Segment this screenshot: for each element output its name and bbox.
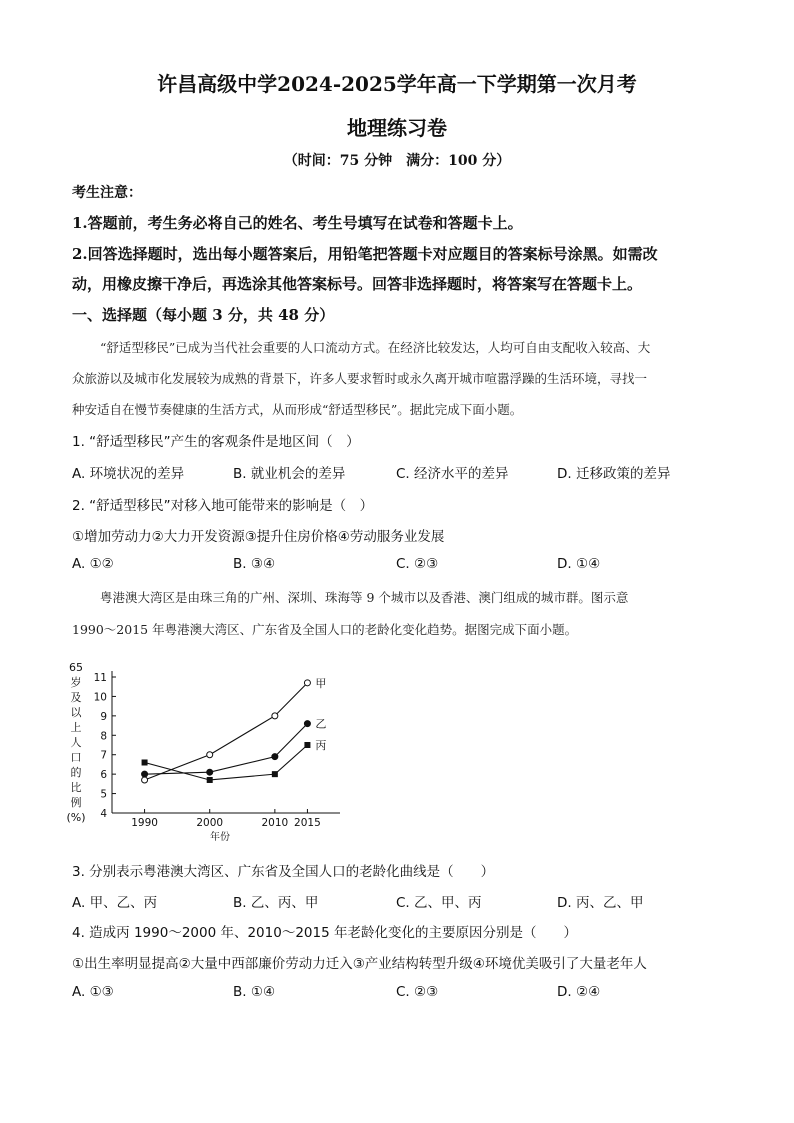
chart-markers [142,680,311,783]
data-point-square [304,742,310,748]
q2-option-b: B. ③④ [233,556,276,572]
y-axis-label-char: 及 [70,691,82,704]
y-tick-label: 9 [100,710,107,723]
y-tick-label: 5 [100,788,107,801]
exam-subtitle: 地理练习卷 [347,116,447,140]
q4-stem: 4. 造成丙 1990～2000 年、2010～2015 年老龄化变化的主要原因分别是（ ） [72,925,577,941]
data-point-square [142,759,148,765]
passage2-line-1: 粤港澳大湾区是由珠三角的广州、深圳、珠海等 9 个城市以及香港、澳门组成的城市群。图示意 [100,590,629,605]
section-heading: 一、选择题（每小题 3 分，共 48 分） [72,306,335,324]
data-point-circle [142,777,148,783]
passage1-line-1: “舒适型移民”已成为当代社会重要的人口流动方式。在经济比较发达，人均可自由支配收入较高、大 [100,340,651,355]
data-point-circle [272,754,278,760]
y-axis-label-char: 例 [70,796,82,809]
y-tick-label: 6 [100,769,107,782]
q1-option-d: D. 迁移政策的差异 [557,466,671,482]
q3-option-d: D. 丙、乙、甲 [557,895,644,911]
q4-option-d: D. ②④ [557,984,601,1000]
notice-item-1: 1.答题前，考生务必将自己的姓名、考生号填写在试卷和答题卡上。 [72,214,523,232]
y-axis-label-char: 岁 [70,676,82,689]
data-point-square [272,771,278,777]
y-axis-label-char: 以 [70,706,82,719]
y-axis-label-char: (%) [66,811,86,824]
y-axis-label-char: 比 [70,781,82,794]
exam-title: 许昌高级中学2024-2025学年高一下学期第一次月考 [157,72,637,96]
q4-option-a: A. ①③ [72,984,114,1000]
data-point-circle [272,713,278,719]
x-tick-label: 1990 [131,817,158,829]
q2-option-a: A. ①② [72,556,114,572]
series-name-label: 乙 [315,717,327,731]
q1-option-a: A. 环境状况的差异 [72,466,185,482]
data-point-circle [142,771,148,777]
q3-stem: 3. 分别表示粤港澳大湾区、广东省及全国人口的老龄化曲线是（ ） [72,864,495,880]
y-axis-label-char: 上 [70,721,82,734]
chart-lines [145,683,308,780]
q4-option-c: C. ②③ [396,984,439,1000]
series-line-1 [145,683,308,780]
y-axis-label-char: 人 [70,736,82,749]
time-info: （时间：75 分钟 满分：100 分） [283,153,511,169]
q2-option-c: C. ②③ [396,556,439,572]
y-axis-label-char: 的 [70,766,82,779]
x-axis-label: 年份 [210,832,230,843]
series-name-label: 甲 [315,676,327,690]
y-axis-label-char: 口 [70,751,82,764]
q2-option-d: D. ①④ [557,556,601,572]
notice-item-2-line-1: 2.回答选择题时，选出每小题答案后，用铅笔把答题卡对应题目的答案标号涂黑。如需改 [72,245,658,263]
q1-stem: 1. “舒适型移民”产生的客观条件是地区间（ ） [72,434,360,450]
series-name-label: 丙 [315,739,327,752]
y-tick-label: 8 [100,730,107,743]
y-tick-label: 4 [100,808,107,820]
passage1-line-2: 众旅游以及城市化发展较为成熟的背景下，许多人要求暂时或永久离开城市喧嚣浮躁的生活环境，寻找一 [72,371,648,386]
notice-heading: 考生注意： [72,185,142,201]
q4-items: ①出生率明显提高②大量中西部廉价劳动力迁入③产业结构转型升级④环境优美吸引了大量老年人 [72,956,647,972]
passage1-line-3: 种安适自在慢节奏健康的生活方式，从而形成“舒适型移民”。据此完成下面小题。 [72,402,523,417]
q1-option-c: C. 经济水平的差异 [396,466,509,482]
y-tick-label: 7 [100,749,107,762]
q3-option-c: C. 乙、甲、丙 [396,895,482,911]
q2-stem: 2. “舒适型移民”对移入地可能带来的影响是（ ） [72,498,374,514]
chart-series-names [315,677,326,752]
y-axis-label-char: 65 [69,661,83,674]
notice-item-2-line-2: 动，用橡皮擦干净后，再选涂其他答案标号。回答非选择题时，将答案写在答题卡上。 [72,275,643,293]
y-axis-label [66,661,85,824]
y-tick-label: 11 [93,672,107,684]
x-tick-label: 2010 [261,817,289,829]
y-tick-label: 10 [93,691,107,704]
chart-ticks [94,672,321,829]
aging-line-chart [60,655,360,845]
q3-option-b: B. 乙、丙、甲 [233,895,319,911]
x-tick-label: 2015 [294,817,321,829]
data-point-square [207,777,213,783]
data-point-circle [207,752,213,758]
q2-items: ①增加劳动力②大力开发资源③提升住房价格④劳动服务业发展 [72,529,445,545]
data-point-circle [304,721,310,727]
data-point-circle [207,769,213,775]
passage2-line-2: 1990～2015 年粤港澳大湾区、广东省及全国人口的老龄化变化趋势。据图完成下面小题。 [72,622,578,637]
x-tick-label: 2000 [196,817,224,829]
q1-option-b: B. 就业机会的差异 [233,466,346,482]
series-line-3 [145,745,308,780]
q3-option-a: A. 甲、乙、丙 [72,895,158,911]
q4-option-b: B. ①④ [233,984,276,1000]
data-point-circle [304,680,310,686]
